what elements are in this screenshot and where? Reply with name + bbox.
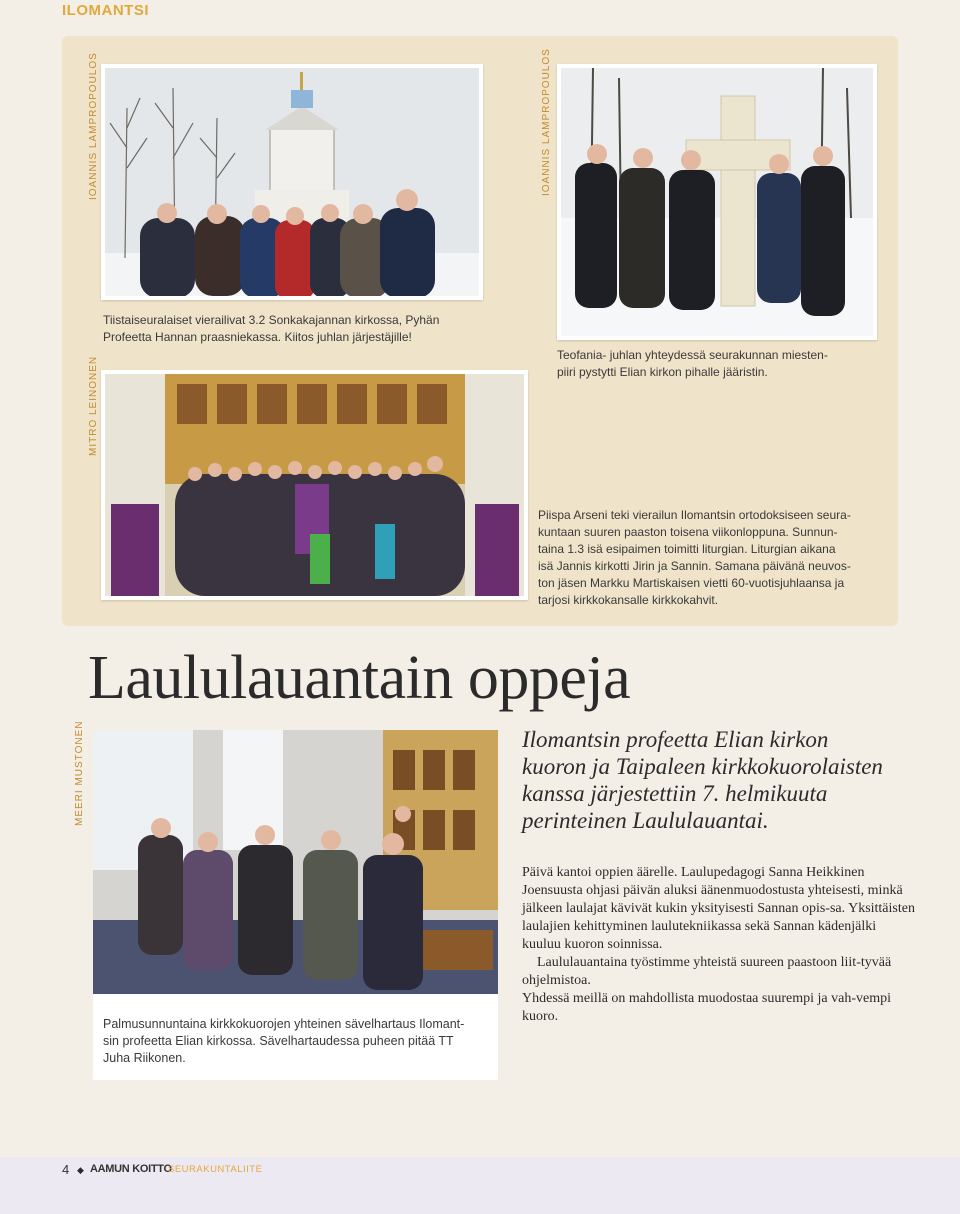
body-paragraph: Päivä kantoi oppien äärelle. Laulupedagogi Sanna Heikkinen Joensuusta ohjasi päivän aluksi äänenmuodostusta yhteisesti, minkä jälkeen laulajat kävivät kukin yksityisesti Sannan opis-sa. Yksittäisten laulajien kehittyminen laulutekniikassa sekä Sannan kädenjälki kuuluu kuoron soinnissa. (522, 865, 915, 952)
caption-top-right-line-2: piiri pystytti Elian kirkon pihalle jääristin. (557, 365, 768, 379)
body-paragraph: Laululauantaina työstimme yhteistä suureen paastoon liit-tyvää ohjelmistoa. (522, 955, 892, 988)
lead-line: perinteinen Laululauantai. (522, 808, 769, 833)
page-number: 4 (62, 1162, 70, 1177)
church-group-image (105, 68, 479, 296)
ice-cross-image (561, 68, 873, 336)
lead-line: kanssa järjestettiin 7. helmikuuta (522, 781, 828, 806)
caption-middle (538, 507, 898, 609)
choir-image (93, 730, 498, 994)
caption-middle-line: kuntaan suuren paaston toisena viikonloppuna. Sunnun- (538, 525, 838, 539)
lead-line: kuoron ja Taipaleen kirkkokuorolaisten (522, 754, 883, 779)
photo-middle[interactable] (101, 370, 528, 600)
photo-bottom[interactable] (93, 730, 498, 994)
publication-name: AAMUN KOITTO (90, 1163, 172, 1175)
caption-bottom-line: Juha Riikonen. (103, 1051, 186, 1065)
photo-credit-top-right: IOANNIS LAMPROPOULOS (541, 48, 552, 196)
diamond-icon: ◆ (77, 1165, 84, 1175)
article-lead (522, 726, 922, 834)
congregation-image (105, 374, 524, 596)
caption-middle-line: isä Jannis kirkotti Jirin ja Sannin. Samana päivänä neuvos- (538, 559, 851, 573)
caption-middle-line: ton jäsen Markku Martiskaisen vietti 60-vuotisjuhlaansa ja (538, 576, 845, 590)
caption-middle-line: taina 1.3 isä esipaimen toimitti liturgian. Liturgian aikana (538, 542, 836, 556)
caption-middle-line: tarjosi kirkkokansalle kirkkokahvit. (538, 593, 719, 607)
photo-top-right[interactable] (557, 64, 877, 340)
caption-top-right-line-1: Teofania- juhlan yhteydessä seurakunnan miesten- (557, 348, 828, 362)
lead-line: Ilomantsin profeetta Elian kirkon (522, 727, 829, 752)
photo-credit-bottom: MEERI MUSTONEN (74, 720, 85, 826)
article-title: Laululauantain oppeja (88, 644, 631, 712)
photo-credit-middle: MITRO LEINONEN (88, 355, 99, 456)
supplement-name: SEURAKUNTALIITE (168, 1164, 263, 1175)
caption-bottom (103, 1016, 495, 1067)
section-label: ILOMANTSI (62, 2, 149, 19)
article-body (522, 864, 917, 1026)
photo-top-left[interactable] (101, 64, 483, 300)
caption-middle-line: Piispa Arseni teki vierailun Ilomantsin ortodoksiseen seura- (538, 508, 851, 522)
photo-credit-top-left: IOANNIS LAMPROPOULOS (88, 52, 99, 200)
caption-top-left: Tiistaiseuralaiset vierailivat 3.2 Sonkakajannan kirkossa, Pyhän Profeetta Hannan praasniekassa. Kiitos juhlan järjestäjille! (103, 313, 440, 344)
caption-bottom-line: sin profeetta Elian kirkossa. Sävelhartaudessa puheen pitää TT (103, 1034, 454, 1048)
caption-top-right (557, 347, 877, 381)
caption-bottom-line: Palmusunnuntaina kirkkokuorojen yhteinen sävelhartaus Ilomant- (103, 1017, 465, 1031)
body-paragraph: Yhdessä meillä on mahdollista muodostaa suurempi ja vah-vempi kuoro. (522, 991, 891, 1024)
